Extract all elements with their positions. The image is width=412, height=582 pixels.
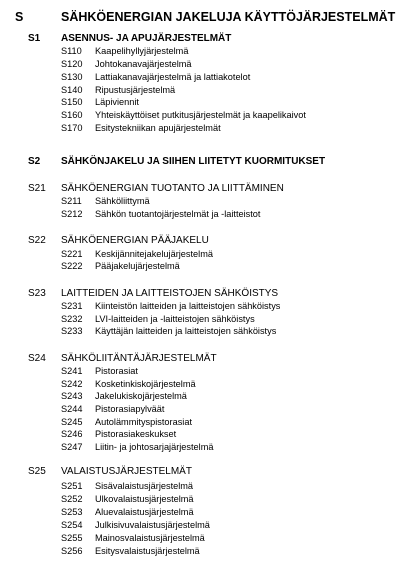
item-text: Autolämmityspistorasiat	[95, 417, 193, 427]
item-code: S242	[61, 379, 83, 389]
item-code: S246	[61, 429, 83, 439]
section-title: SÄHKÖENERGIAN PÄÄJAKELU	[61, 235, 209, 246]
item-text: LVI-laitteiden ja -laitteistojen sähköistys	[95, 314, 255, 324]
section-code: S25	[28, 466, 46, 477]
item-text: Ripustusjärjestelmä	[95, 85, 176, 95]
section-title: LAITTEIDEN JA LAITTEISTOJEN SÄHKÖISTYS	[61, 288, 279, 299]
section-code: S1	[28, 33, 41, 44]
item-text: Pistorasiakeskukset	[95, 429, 177, 439]
item-text: Sähkön tuotantojärjestelmät ja -laitteistot	[95, 209, 261, 219]
item-text: Jakelukiskojärjestelmä	[95, 391, 187, 401]
item-code: S221	[61, 249, 83, 259]
item-code: S253	[61, 507, 83, 517]
item-code: S243	[61, 391, 83, 401]
item-code: S211	[61, 196, 82, 206]
item-text: Läpiviennit	[95, 97, 139, 107]
item-code: S222	[61, 261, 83, 271]
section-title: VALAISTUSJÄRJESTELMÄT	[61, 466, 192, 477]
document-title-code: S	[15, 10, 24, 24]
item-code: S232	[61, 314, 83, 324]
item-code: S252	[61, 494, 83, 504]
item-code: S254	[61, 520, 83, 530]
item-code: S233	[61, 326, 83, 336]
section-title: SÄHKÖLIITÄNTÄJÄRJESTELMÄT	[61, 353, 217, 364]
item-text: Pistorasiat	[95, 366, 138, 376]
item-text: Julkisivuvalaistusjärjestelmä	[95, 520, 210, 530]
item-code: S247	[61, 442, 83, 452]
section-code: S23	[28, 288, 46, 299]
item-code: S244	[61, 404, 83, 414]
item-text: Sisävalaistusjärjestelmä	[95, 481, 194, 491]
item-text: Sähköliittymä	[95, 196, 150, 206]
item-text: Mainosvalaistusjärjestelmä	[95, 533, 205, 543]
item-code: S160	[61, 110, 83, 120]
document-title-text: SÄHKÖENERGIAN JAKELUJA KÄYTTÖJÄRJESTELMÄT	[61, 10, 396, 24]
item-text: Esitystekniikan apujärjestelmät	[95, 123, 221, 133]
item-text: Kosketinkiskojärjestelmä	[95, 379, 196, 389]
section-title: SÄHKÖNJAKELU JA SIIHEN LIITETYT KUORMITUKSET	[61, 156, 326, 167]
section-title: ASENNUS- JA APUJÄRJESTELMÄT	[61, 33, 232, 44]
item-text: Esitysvalaistusjärjestelmä	[95, 546, 200, 556]
item-code: S241	[61, 366, 83, 376]
item-code: S245	[61, 417, 83, 427]
item-text: Johtokanavajärjestelmä	[95, 59, 192, 69]
item-code: S170	[61, 123, 83, 133]
item-code: S231	[61, 301, 83, 311]
item-code: S251	[61, 481, 83, 491]
item-text: Pääjakelujärjestelmä	[95, 261, 180, 271]
item-text: Kaapelihyllyjärjestelmä	[95, 46, 189, 56]
item-code: S130	[61, 72, 83, 82]
item-text: Lattiakanavajärjestelmä ja lattiakotelot	[95, 72, 251, 82]
item-code: S212	[61, 209, 83, 219]
item-text: Ulkovalaistusjärjestelmä	[95, 494, 194, 504]
item-text: Pistorasiapylväät	[95, 404, 165, 414]
section-code: S22	[28, 235, 46, 246]
item-code: S120	[61, 59, 83, 69]
item-text: Yhteiskäyttöiset putkitusjärjestelmät ja kaapelikaivot	[95, 110, 306, 120]
item-code: S140	[61, 85, 83, 95]
item-text: Kiinteistön laitteiden ja laitteistojen sähköistys	[95, 301, 281, 311]
item-text: Käyttäjän laitteiden ja laitteistojen sähköistys	[95, 326, 277, 336]
item-text: Liitin- ja johtosarjajärjestelmä	[95, 442, 214, 452]
section-code: S21	[28, 183, 46, 194]
section-code: S24	[28, 353, 46, 364]
item-code: S255	[61, 533, 83, 543]
item-code: S150	[61, 97, 83, 107]
item-code: S256	[61, 546, 83, 556]
section-title: SÄHKÖENERGIAN TUOTANTO JA LIITTÄMINEN	[61, 183, 284, 194]
item-text: Aluevalaistusjärjestelmä	[95, 507, 194, 517]
item-code: S110	[61, 46, 82, 56]
section-code: S2	[28, 156, 41, 167]
item-text: Keskijännitejakelujärjestelmä	[95, 249, 213, 259]
